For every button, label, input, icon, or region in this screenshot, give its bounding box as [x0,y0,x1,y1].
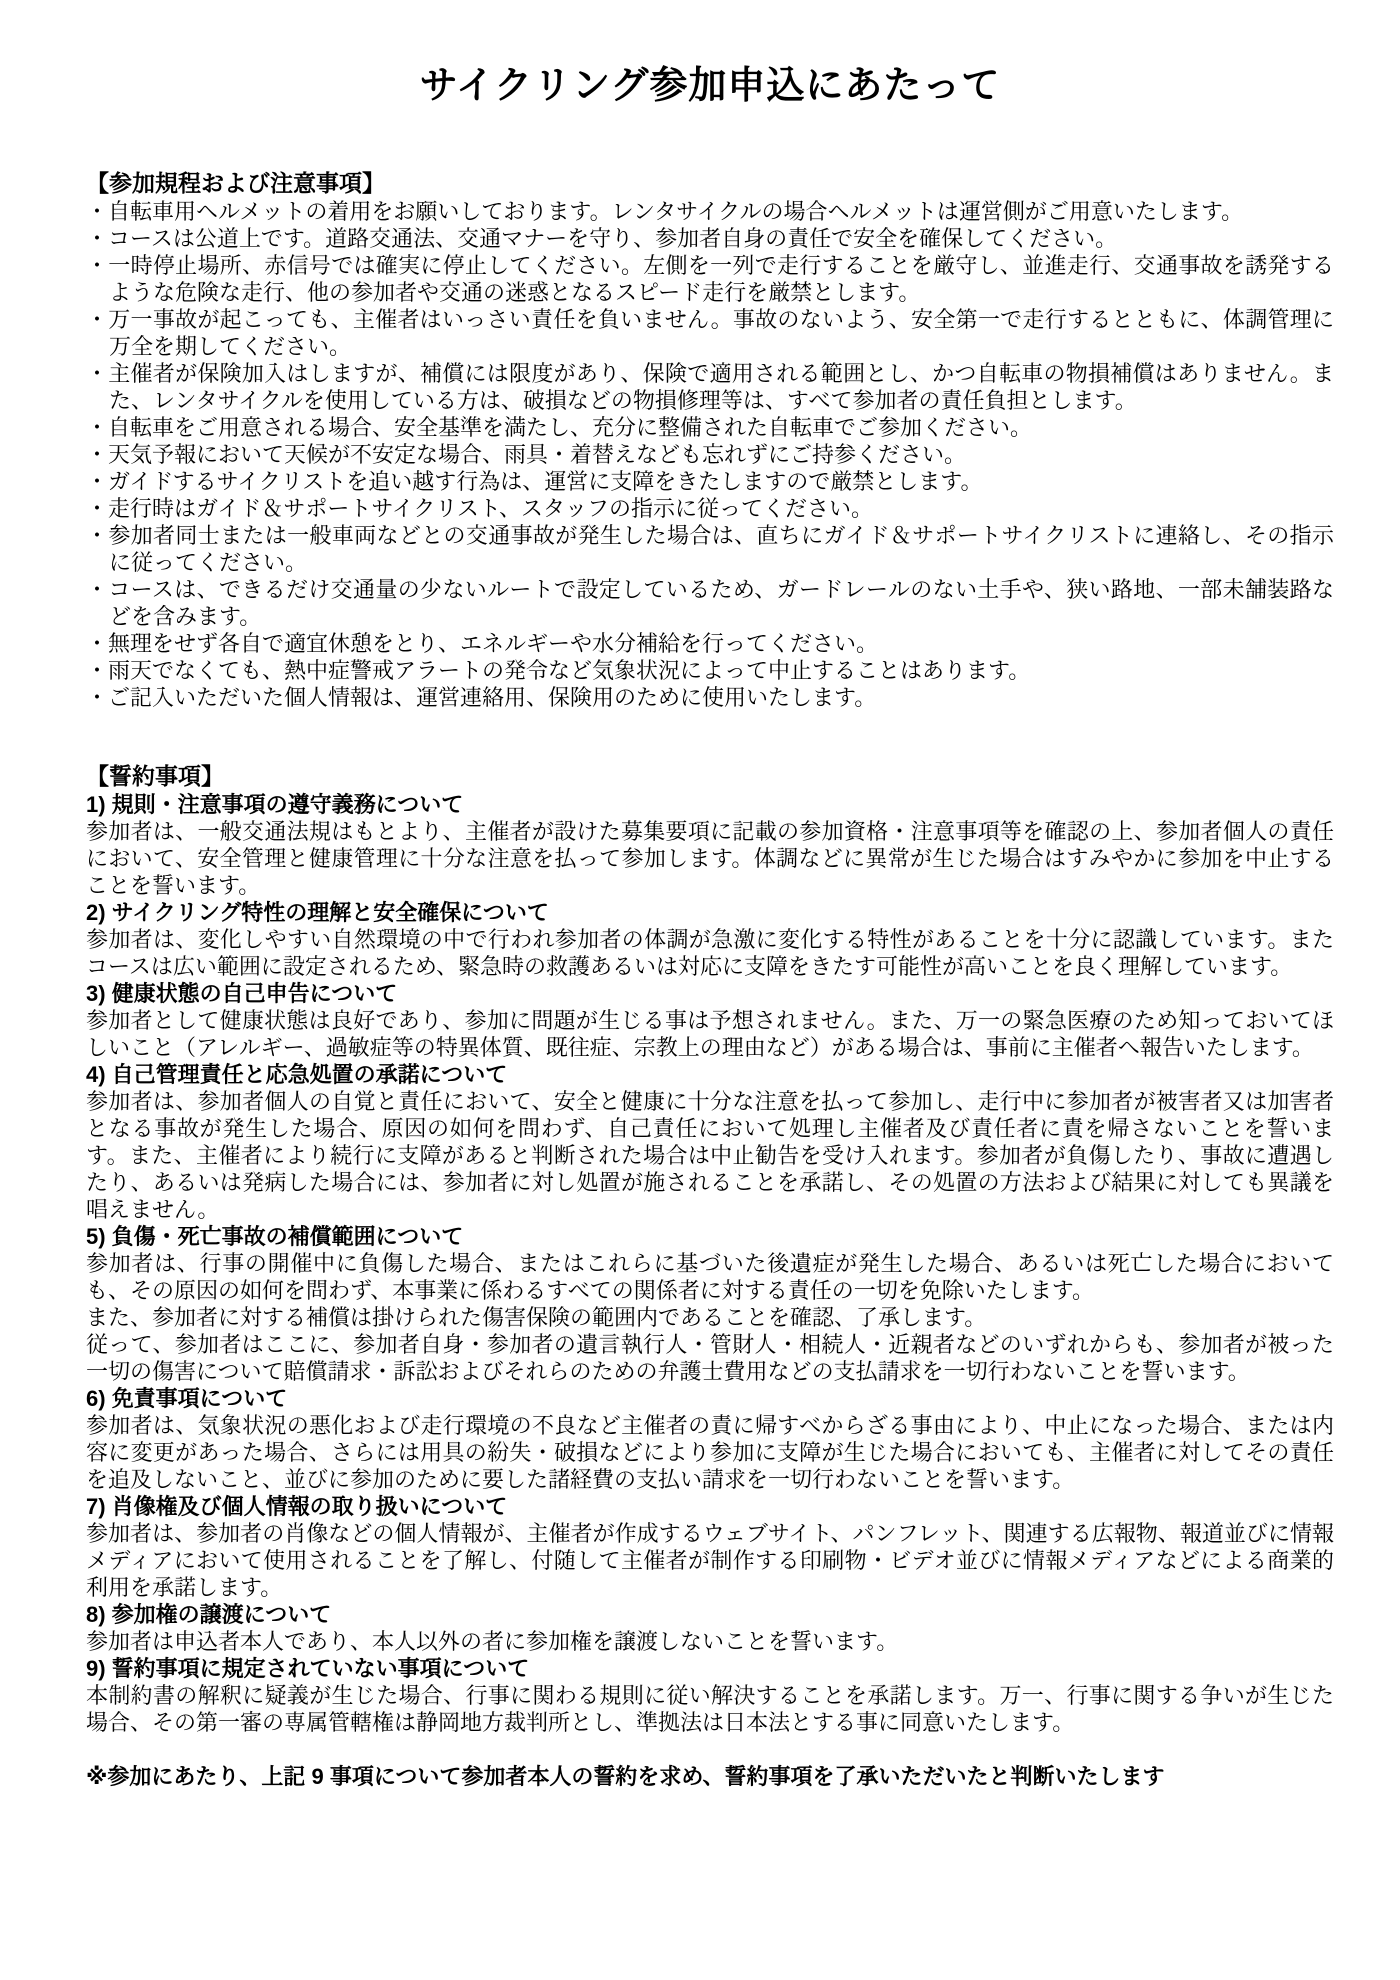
rule-item: ・万一事故が起こっても、主催者はいっさい責任を負いません。事故のないよう、安全第一で走行するとともに、体調管理に万全を期してください。 [86,306,1334,359]
pledge-item-heading: 7) 肖像権及び個人情報の取り扱いについて [86,1493,508,1519]
pledge-item [86,980,1334,1061]
rule-item: ・自転車用ヘルメットの着用をお願いしております。レンタサイクルの場合ヘルメットは運営側がご用意いたします。 [86,198,1244,224]
rule-item: ・参加者同士または一般車両などとの交通事故が発生した場合は、直ちにガイド＆サポートサイクリストに連絡し、その指示に従ってください。 [86,522,1334,575]
pledge-item-heading: 6) 免責事項について [86,1385,288,1411]
pledge-item-heading: 8) 参加権の譲渡について [86,1601,332,1627]
rules-section [86,170,1334,711]
pledge-item [86,1601,1334,1655]
rule-item: ・無理をせず各自で適宜休憩をとり、エネルギーや水分補給を行ってください。 [86,630,879,656]
pledge-item [86,791,1334,899]
pledge-item-text: 本制約書の解釈に疑義が生じた場合、行事に関わる規則に従い解決することを承諾します。万一、行事に関する争いが生じた場合、その第一審の専属管轄権は静岡地方裁判所とし、準拠法は日本法とする事に同意いたします。 [86,1682,1334,1735]
rule-item: ・走行時はガイド＆サポートサイクリスト、スタッフの指示に従ってください。 [86,495,873,521]
pledge-footnote: ※参加にあたり、上記 9 事項について参加者本人の誓約を求め、誓約事項を了承いただいたと判断いたします [86,1763,1165,1789]
rule-item: ・コースは、できるだけ交通量の少ないルートで設定しているため、ガードレールのない土手や、狭い路地、一部未舗装路などを含みます。 [86,576,1334,629]
rule-item: ・雨天でなくても、熱中症警戒アラートの発令など気象状況によって中止することはあります。 [86,657,1031,683]
rule-item: ・ガイドするサイクリストを追い越す行為は、運営に支障をきたしますので厳禁とします。 [86,468,983,494]
rule-item: ・一時停止場所、赤信号では確実に停止してください。左側を一列で走行することを厳守し、並進走行、交通事故を誘発するような危険な走行、他の参加者や交通の迷惑となるスピード走行を厳禁とします。 [86,252,1334,305]
pledge-item-text: 従って、参加者はここに、参加者自身・参加者の遺言執行人・管財人・相続人・近親者などのいずれからも、参加者が被った一切の傷害について賠償請求・訴訟およびそれらのための弁護士費用などの支払請求を一切行わないことを誓います。 [86,1331,1334,1384]
pledge-item-text: 参加者は、変化しやすい自然環境の中で行われ参加者の体調が急激に変化する特性があることを十分に認識しています。またコースは広い範囲に設定されるため、緊急時の救護あるいは対応に支障をきたす可能性が高いことを良く理解しています。 [86,926,1334,979]
rule-item: ・ご記入いただいた個人情報は、運営連絡用、保険用のために使用いたします。 [86,684,877,710]
rule-item: ・天気予報において天候が不安定な場合、雨具・着替えなども忘れずにご持参ください。 [86,441,967,467]
rule-item: ・主催者が保険加入はしますが、補償には限度があり、保険で適用される範囲とし、かつ自転車の物損補償はありません。また、レンタサイクルを使用している方は、破損などの物損修理等は、すべて参加者の責任負担とします。 [86,360,1334,413]
pledge-section [86,763,1334,1790]
pledge-item [86,1061,1334,1223]
rules-list [86,198,1334,711]
pledge-item-heading: 5) 負傷・死亡事故の補償範囲について [86,1223,464,1249]
pledge-item-text: 参加者は、参加者個人の自覚と責任において、安全と健康に十分な注意を払って参加し、走行中に参加者が被害者又は加害者となる事故が発生した場合、原因の如何を問わず、自己責任において処理し主催者及び責任者に責を帰さないことを誓います。また、主催者により続行に支障があると判断された場合は中止勧告を受け入れます。参加者が負傷したり、事故に遭遇したり、あるいは発病した場合には、参加者に対し処置が施されることを承諾し、その処置の方法および結果に対しても異議を唱えません。 [86,1088,1335,1222]
pledge-item-heading: 9) 誓約事項に規定されていない事項について [86,1655,530,1681]
pledge-item-heading: 3) 健康状態の自己申告について [86,980,398,1006]
pledge-item-text: 参加者は、一般交通法規はもとより、主催者が設けた募集要項に記載の参加資格・注意事項等を確認の上、参加者個人の責任において、安全管理と健康管理に十分な注意を払って参加します。体調などに異常が生じた場合はすみやかに参加を中止することを誓います。 [86,818,1334,898]
pledge-item-heading: 4) 自己管理責任と応急処置の承諾について [86,1061,508,1087]
pledge-item-text: また、参加者に対する補償は掛けられた傷害保険の範囲内であることを確認、了承します。 [86,1304,987,1330]
pledge-item-text: 参加者は、気象状況の悪化および走行環境の不良など主催者の責に帰すべからざる事由により、中止になった場合、または内容に変更があった場合、さらには用具の紛失・破損などにより参加に支障が生じた場合においても、主催者に対してその責任を追及しないこと、並びに参加のために要した諸経費の支払い請求を一切行わないことを誓います。 [86,1412,1334,1492]
pledge-item [86,1493,1334,1601]
pledge-item-heading: 2) サイクリング特性の理解と安全確保について [86,899,549,925]
rules-heading: 【参加規程および注意事項】 [86,169,385,196]
pledge-item [86,1223,1334,1385]
document-title: サイクリング参加申込にあたって [419,65,1001,107]
pledge-item [86,1385,1334,1493]
pledge-item-text: 参加者として健康状態は良好であり、参加に問題が生じる事は予想されません。また、万一の緊急医療のため知っておいてほしいこと（アレルギー、過敏症等の特異体質、既往症、宗教上の理由など）がある場合は、事前に主催者へ報告いたします。 [86,1007,1334,1060]
pledge-item [86,899,1334,980]
pledge-item-text: 参加者は、参加者の肖像などの個人情報が、主催者が作成するウェブサイト、パンフレット、関連する広報物、報道並びに情報メディアにおいて使用されることを了解し、付随して主催者が制作する印刷物・ビデオ並びに情報メディアなどによる商業的利用を承諾します。 [86,1520,1334,1600]
pledge-item [86,1655,1334,1736]
pledge-item-text: 参加者は申込者本人であり、本人以外の者に参加権を譲渡しないことを誓います。 [86,1628,899,1654]
pledge-heading: 【誓約事項】 [86,762,224,789]
pledge-item-heading: 1) 規則・注意事項の遵守義務について [86,791,464,817]
rule-item: ・自転車をご用意される場合、安全基準を満たし、充分に整備された自転車でご参加ください。 [86,414,1033,440]
rule-item: ・コースは公道上です。道路交通法、交通マナーを守り、参加者自身の責任で安全を確保してください。 [86,225,1118,251]
pledge-item-text: 参加者は、行事の開催中に負傷した場合、またはこれらに基づいた後遺症が発生した場合、あるいは死亡した場合においても、その原因の如何を問わず、本事業に係わるすべての関係者に対する責任の一切を免除いたします。 [86,1250,1334,1303]
